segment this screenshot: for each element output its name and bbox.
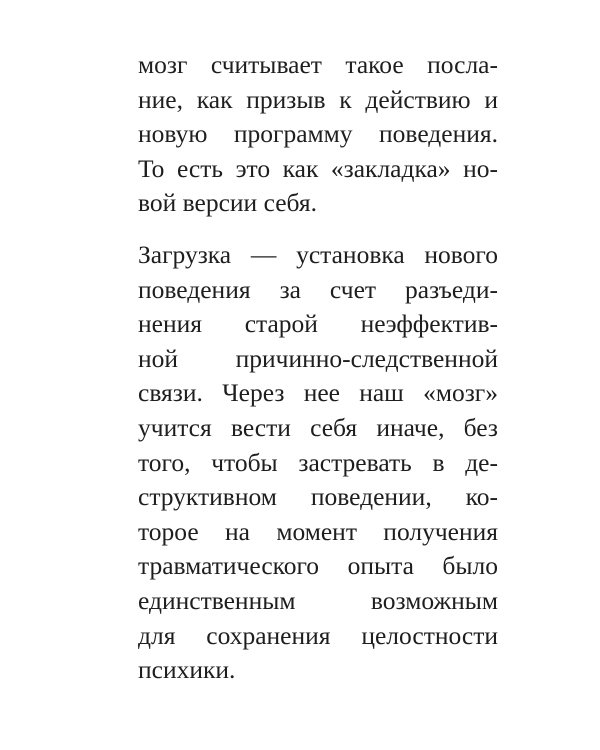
text-line: того, чтобы застревать в де-: [138, 447, 498, 477]
paragraph-2: [138, 238, 498, 688]
text-line: новую программу поведения.: [138, 119, 498, 149]
text-line: связи. Через нее наш «мозг»: [138, 378, 498, 408]
text-line: То есть это как «закладка» но-: [138, 153, 498, 183]
text-line: нения старой неэффектив-: [138, 309, 498, 339]
text-line: торое на момент получения: [138, 516, 498, 546]
text-line: мозг считывает такое посла-: [138, 50, 498, 79]
text-line: поведения за счет разъеди-: [138, 274, 498, 304]
paragraph-1: [138, 48, 498, 221]
text-line: психики.: [138, 655, 236, 685]
text-line: травматического опыта было: [138, 551, 498, 581]
text-line: ние, как призыв к действию и: [138, 84, 498, 114]
text-line: структивном поведении, ко-: [138, 482, 498, 512]
text-line: для сохранения целостности: [138, 620, 498, 650]
text-column: [138, 48, 498, 688]
text-line: учится вести себя иначе, без: [138, 412, 498, 442]
text-line: единственным возможным: [138, 585, 498, 615]
text-line: вой версии себя.: [138, 188, 317, 218]
text-line: Загрузка — установка нового: [138, 239, 498, 269]
text-line: ной причинно-следственной: [138, 343, 498, 373]
